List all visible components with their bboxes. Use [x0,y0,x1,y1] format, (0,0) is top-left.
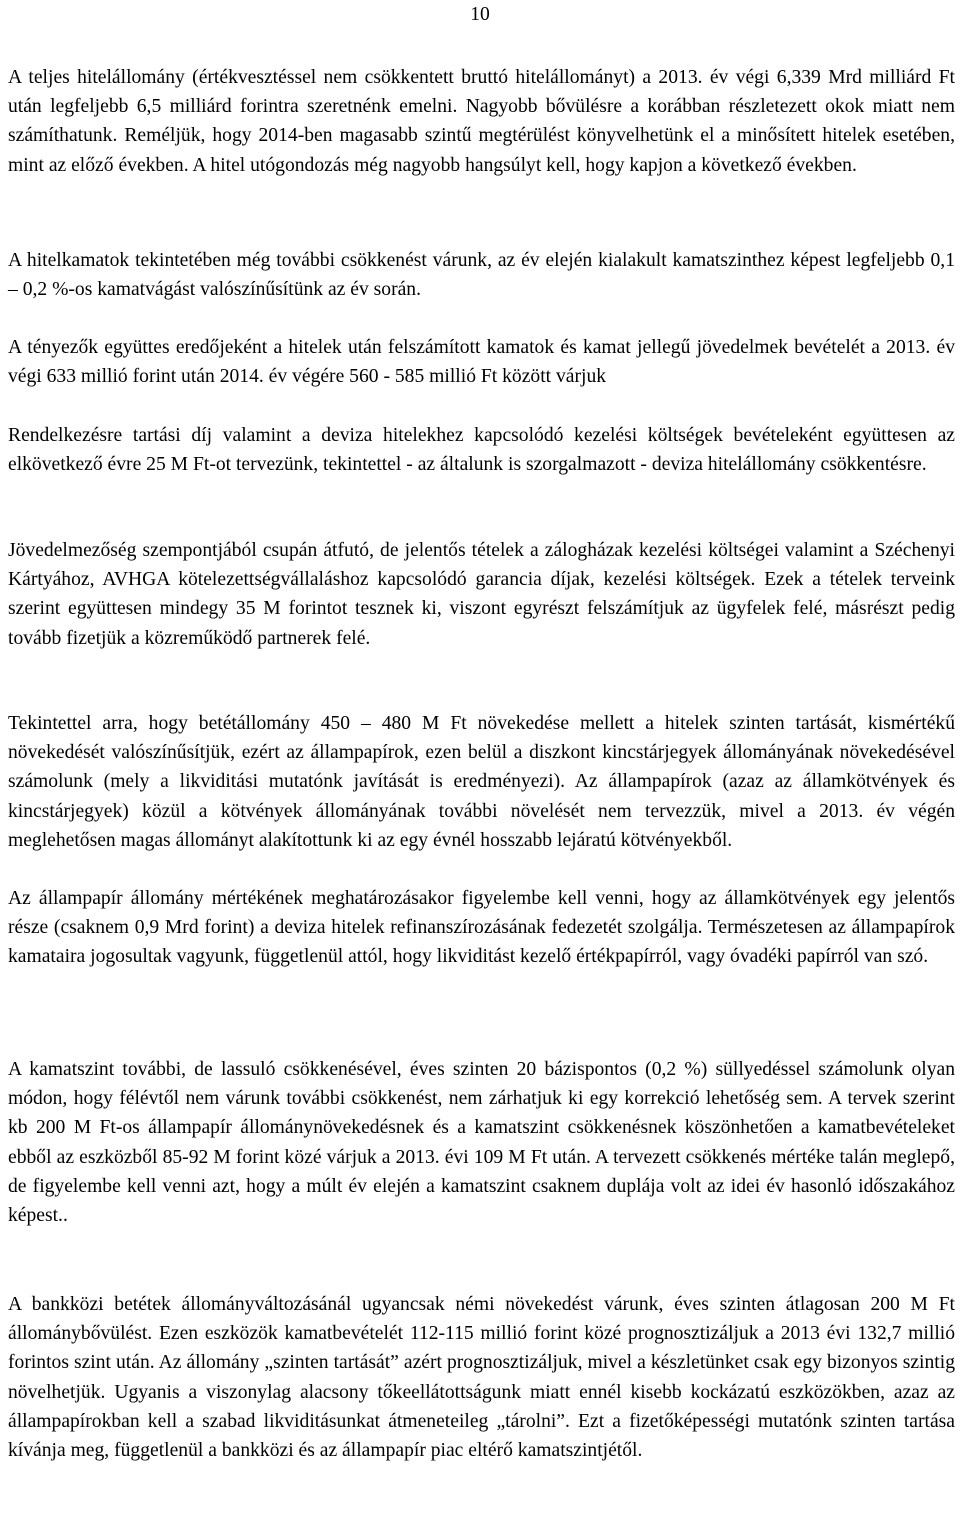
paragraph-jovedelmezoseg: Jövedelmezőség szempontjából csupán átfutó, de jelentős tételek a zálogházak kezelési költségei valamint a Széchenyi Kártyához, AVHGA kötelezettségvállaláshoz kapcsolódó garancia díjak, kezelési költségek. Ezek a tételek terveink szerint együttesen mindegy 35 M forintot tesznek ki, viszont egyrészt felszámítjuk az ügyfelek felé, másrészt pedig tovább fizetjük a közreműködő partnerek felé. [8,540,955,649]
page-number: 10 [470,4,490,25]
paragraph-hitelkamatok: A hitelkamatok tekintetében még további csökkenést várunk, az év elején kialakult kamatszinthez képest legfeljebb 0,1 – 0,2 %-os kamatvágást valószínűsítünk az év során. [8,250,955,301]
paragraph-allampapir-allomany: Az állampapír állomány mértékének meghatározásakor figyelembe kell venni, hogy az államkötvények egy jelentős része (csaknem 0,9 Mrd forint) a deviza hitelek refinanszírozásának fedezetét szolgálja. Természetesen az állampapírok kamataira jogosultak vagyunk, függetlenül attól, hogy likviditást kezelő értékpapírról, vagy óvadéki papírról van szó. [8,888,955,968]
paragraph-betetallomany: Tekintettel arra, hogy betétállomány 450 – 480 M Ft növekedése mellett a hitelek szinten tartását, kismértékű növekedését valószínűsítjük, ezért az állampapírok, ezen belül a diszkont kincstárjegyek állományának növekedésével számolunk (mely a likviditási mutatónk javítását is eredményezi). Az állampapírok (azaz az államkötvények és kincstárjegyek) közül a kötvények állományának további növelését nem tervezzük, mivel a 2013. év végén meglehetősen magas állományt alakítottunk ki az egy évnél hosszabb lejáratú kötvényekből. [8,713,955,851]
paragraph-kamatszint: A kamatszint további, de lassuló csökkenésével, éves szinten 20 bázispontos (0,2 %) süllyedéssel számolunk olyan módon, hogy félévtől nem várunk további csökkenést, nem zárhatjuk ki egy korrekció lehetőség sem. A tervek szerint kb 200 M Ft-os állampapír állománynövekedésnek és a kamatszint csökkenésnek köszönhetően a kamatbevételeket ebből az eszközből 85-92 M forint közé várjuk a 2013. évi 109 M Ft után. A tervezett csökkenés mértéke talán meglepő, de figyelembe kell venni azt, hogy a múlt év elején a kamatszint csaknem duplája volt az idei év hasonló időszakához képest.. [8,1059,955,1227]
paragraph-rendelkezesre-tartasi-dij: Rendelkezésre tartási díj valamint a deviza hitelekhez kapcsolódó kezelési költségek bevételeként együttesen az elkövetkező évre 25 M Ft-ot tervezünk, tekintettel - az általunk is szorgalmazott - deviza hitelállomány csökkentésre. [8,425,955,476]
paragraph-bankkozi-betetek: A bankközi betétek állományváltozásánál ugyancsak némi növekedést várunk, éves szinten átlagosan 200 M Ft állománybővülést. Ezen eszközök kamatbevételét 112-115 millió forint közé prognosztizáljuk a 2013 évi 132,7 millió forintos szint után. Az állomány „szinten tartását” azért prognosztizáljuk, mivel a készletünket csak egy bizonyos szintig növelhetjük. Ugyanis a viszonylag alacsony tőkeellátottságunk miatt ennél kisebb kockázatú eszközökben, azaz az állampapírokban kell a szabad likviditásunkat átmeneteileg „tárolni”. Ezt a fizetőképességi mutatónk szinten tartása kívánja meg, függetlenül a bankközi és az állampapír piac eltérő kamatszintjétől. [8,1294,955,1462]
paragraph-kamatbevetel: A tényezők együttes eredőjeként a hitelek után felszámított kamatok és kamat jellegű jövedelmek bevételét a 2013. év végi 633 millió forint után 2014. év végére 560 - 585 millió Ft között várjuk [8,337,955,388]
paragraph-hitelallomany: A teljes hitelállomány (értékvesztéssel nem csökkentett bruttó hitelállományt) a 2013. év végi 6,339 Mrd milliárd Ft után legfeljebb 6,5 milliárd forintra szeretnénk emelni. Nagyobb bővülésre a korábban részletezett okok miatt nem számíthatunk. Reméljük, hogy 2014-ben magasabb szintű megtérülést könyvelhetünk el a minősített hitelek esetében, mint az előző években. A hitel utógondozás még nagyobb hangsúlyt kell, hogy kapjon a következő években. [8,67,955,176]
